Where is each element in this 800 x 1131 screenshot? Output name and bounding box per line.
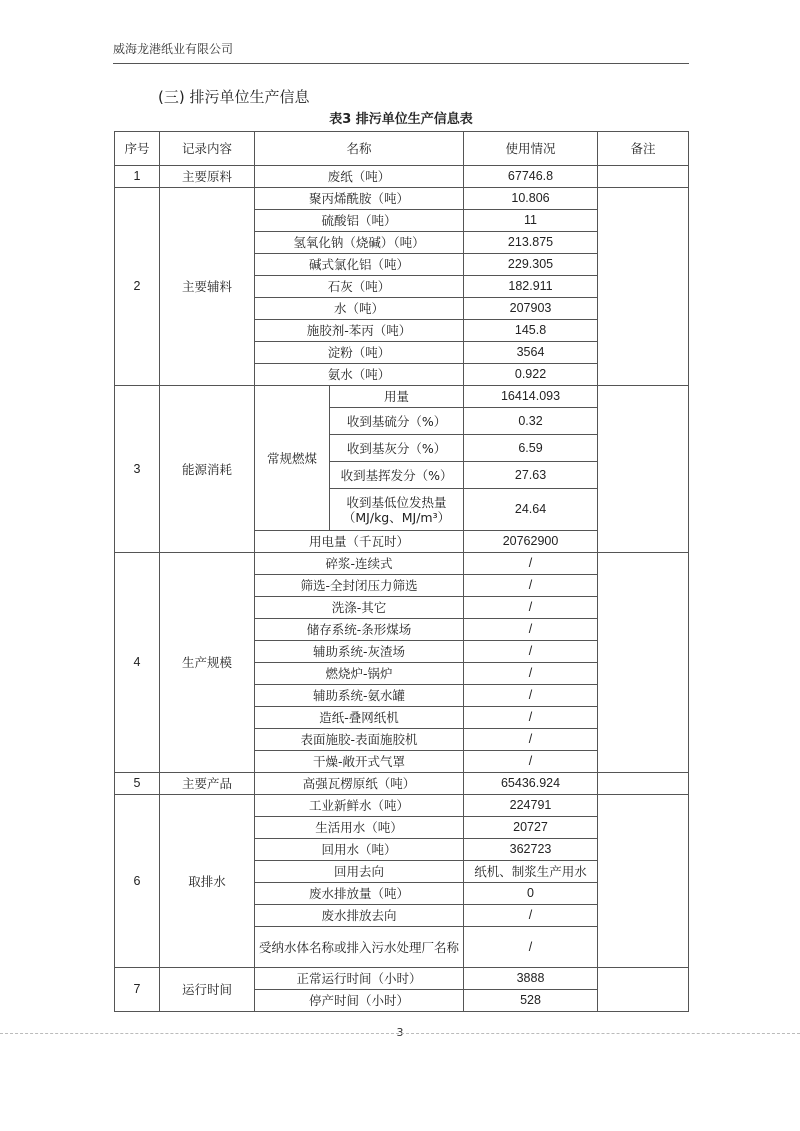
item-value: / — [464, 729, 598, 751]
item-name: 辅助系统-灰渣场 — [255, 641, 464, 663]
record-content: 生产规模 — [160, 553, 255, 773]
table-row — [115, 166, 689, 188]
table-row — [115, 188, 689, 210]
item-name: 工业新鲜水（吨） — [255, 795, 464, 817]
item-value: / — [464, 619, 598, 641]
item-value: 6.59 — [464, 435, 598, 462]
record-content: 运行时间 — [160, 968, 255, 1012]
item-value: 362723 — [464, 839, 598, 861]
remark-cell — [598, 553, 689, 773]
item-value: 0 — [464, 883, 598, 905]
col-header-no: 序号 — [115, 132, 160, 166]
item-name: 储存系统-条形煤场 — [255, 619, 464, 641]
record-content: 取排水 — [160, 795, 255, 968]
table-row — [115, 968, 689, 990]
col-header-remark: 备注 — [598, 132, 689, 166]
item-name: 收到基低位发热量（MJ/kg、MJ/m³） — [330, 489, 464, 531]
item-value: 27.63 — [464, 462, 598, 489]
item-name: 聚丙烯酰胺（吨） — [255, 188, 464, 210]
item-name: 用电量（千瓦时） — [255, 531, 464, 553]
remark-cell — [598, 166, 689, 188]
section-title: (三) 排污单位生产信息 — [158, 88, 310, 106]
remark-cell — [598, 795, 689, 968]
item-name: 碎浆-连续式 — [255, 553, 464, 575]
item-value: 229.305 — [464, 254, 598, 276]
item-value: 3888 — [464, 968, 598, 990]
item-name: 碱式氯化铝（吨） — [255, 254, 464, 276]
header-divider — [113, 63, 689, 64]
coal-label: 常规燃煤 — [255, 386, 330, 531]
col-header-content: 记录内容 — [160, 132, 255, 166]
item-value: 145.8 — [464, 320, 598, 342]
remark-cell — [598, 968, 689, 1012]
item-name: 废水排放去向 — [255, 905, 464, 927]
item-value: 213.875 — [464, 232, 598, 254]
item-name: 造纸-叠网纸机 — [255, 707, 464, 729]
item-value: / — [464, 751, 598, 773]
row-number: 6 — [115, 795, 160, 968]
item-name: 淀粉（吨） — [255, 342, 464, 364]
item-name: 废纸（吨） — [255, 166, 464, 188]
item-value: / — [464, 685, 598, 707]
record-content: 主要辅料 — [160, 188, 255, 386]
item-name: 收到基灰分（%） — [330, 435, 464, 462]
row-number: 5 — [115, 773, 160, 795]
item-name: 收到基硫分（%） — [330, 408, 464, 435]
table-row — [115, 553, 689, 575]
item-name: 硫酸铝（吨） — [255, 210, 464, 232]
item-name: 洗涤-其它 — [255, 597, 464, 619]
remark-cell — [598, 773, 689, 795]
item-name: 石灰（吨） — [255, 276, 464, 298]
footer-divider — [0, 1033, 800, 1034]
item-name: 受纳水体名称或排入污水处理厂名称 — [255, 927, 464, 968]
item-value: 16414.093 — [464, 386, 598, 408]
item-value: / — [464, 575, 598, 597]
item-value: 10.806 — [464, 188, 598, 210]
item-value: / — [464, 553, 598, 575]
col-header-usage: 使用情况 — [464, 132, 598, 166]
record-content: 能源消耗 — [160, 386, 255, 553]
table-row — [115, 795, 689, 817]
item-value: 0.922 — [464, 364, 598, 386]
item-value: 65436.924 — [464, 773, 598, 795]
item-value: 67746.8 — [464, 166, 598, 188]
record-content: 主要原料 — [160, 166, 255, 188]
item-value: 纸机、制浆生产用水 — [464, 861, 598, 883]
table-row — [115, 386, 689, 408]
item-name: 筛选-全封闭压力筛选 — [255, 575, 464, 597]
remark-cell — [598, 188, 689, 386]
row-number: 4 — [115, 553, 160, 773]
item-name: 回用水（吨） — [255, 839, 464, 861]
item-name: 高强瓦楞原纸（吨） — [255, 773, 464, 795]
row-number: 1 — [115, 166, 160, 188]
item-name: 收到基挥发分（%） — [330, 462, 464, 489]
row-number: 2 — [115, 188, 160, 386]
item-name: 废水排放量（吨） — [255, 883, 464, 905]
record-content: 主要产品 — [160, 773, 255, 795]
item-value: / — [464, 641, 598, 663]
page-number: 3 — [396, 1026, 404, 1039]
item-name: 用量 — [330, 386, 464, 408]
item-value: 224791 — [464, 795, 598, 817]
item-value: 24.64 — [464, 489, 598, 531]
table-caption: 表3 排污单位生产信息表 — [329, 112, 473, 127]
item-name: 停产时间（小时） — [255, 990, 464, 1012]
item-value: 3564 — [464, 342, 598, 364]
item-value: 0.32 — [464, 408, 598, 435]
item-value: / — [464, 927, 598, 968]
col-header-name: 名称 — [255, 132, 464, 166]
row-number: 3 — [115, 386, 160, 553]
table-header-row — [115, 132, 689, 166]
item-name: 生活用水（吨） — [255, 817, 464, 839]
item-value: 20727 — [464, 817, 598, 839]
item-name: 辅助系统-氨水罐 — [255, 685, 464, 707]
table-row — [115, 773, 689, 795]
item-name: 表面施胶-表面施胶机 — [255, 729, 464, 751]
item-value: 182.911 — [464, 276, 598, 298]
item-name: 正常运行时间（小时） — [255, 968, 464, 990]
production-info-table — [114, 131, 689, 1012]
item-value: / — [464, 905, 598, 927]
item-name: 水（吨） — [255, 298, 464, 320]
item-value: 528 — [464, 990, 598, 1012]
item-name: 回用去向 — [255, 861, 464, 883]
row-number: 7 — [115, 968, 160, 1012]
item-value: / — [464, 707, 598, 729]
item-name: 燃烧炉-锅炉 — [255, 663, 464, 685]
item-value: 207903 — [464, 298, 598, 320]
item-name: 氢氧化钠（烧碱）（吨） — [255, 232, 464, 254]
item-value: 20762900 — [464, 531, 598, 553]
item-name: 干燥-敞开式气罩 — [255, 751, 464, 773]
item-name: 施胶剂-苯丙（吨） — [255, 320, 464, 342]
item-value: 11 — [464, 210, 598, 232]
company-name: 威海龙港纸业有限公司 — [113, 42, 234, 56]
item-value: / — [464, 663, 598, 685]
remark-cell — [598, 386, 689, 553]
item-value: / — [464, 597, 598, 619]
item-name: 氨水（吨） — [255, 364, 464, 386]
